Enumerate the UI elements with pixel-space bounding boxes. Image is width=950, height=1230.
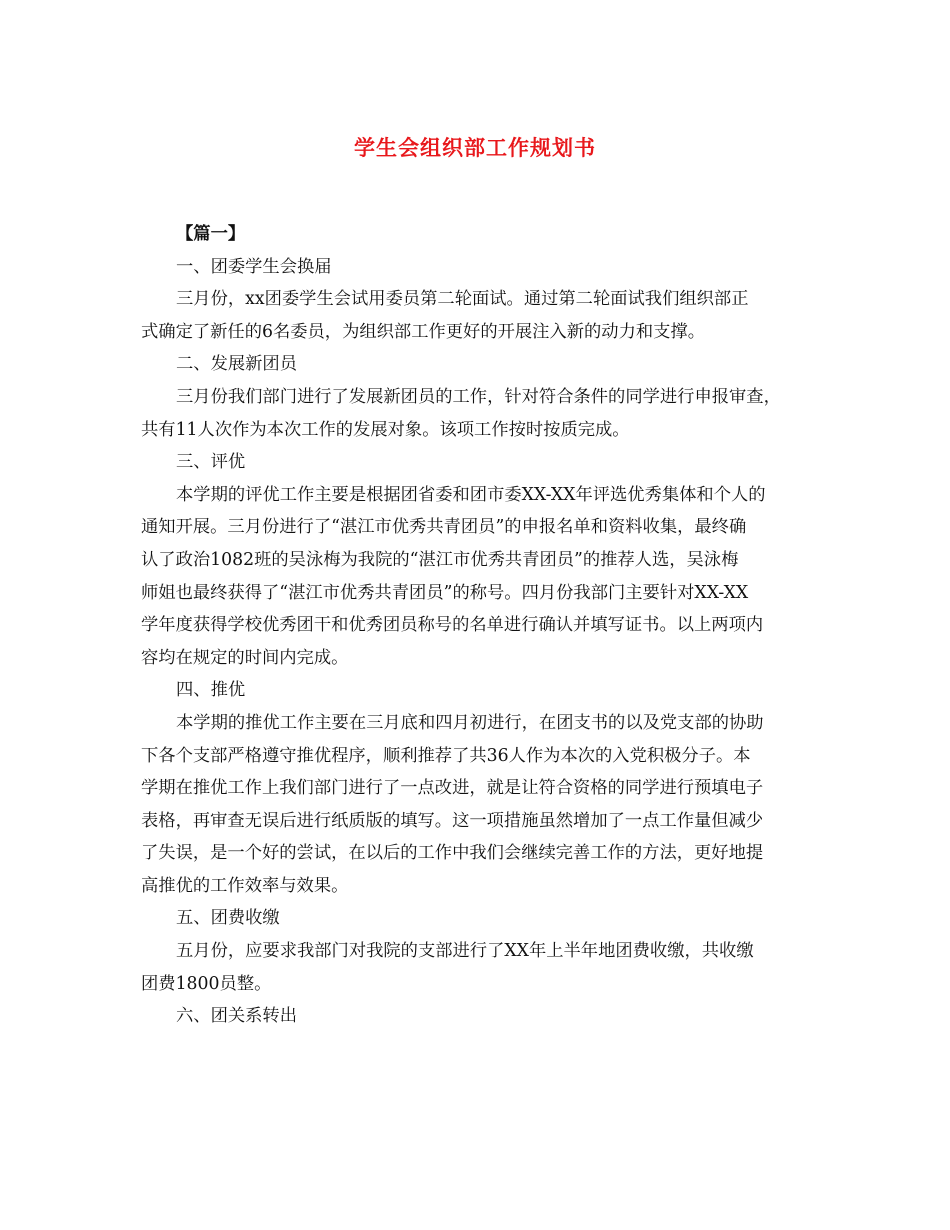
paragraph-line: 本学期的评优工作主要是根据团省委和团市委XX-XX年评选优秀集体和个人的 xyxy=(176,484,766,505)
paragraph-line: 三月份，xx团委学生会试用委员第二轮面试。通过第二轮面试我们组织部正 xyxy=(176,289,749,310)
paragraph-line: 通知开展。三月份进行了“湛江市优秀共青团员”的申报名单和资料收集，最终确 xyxy=(141,517,747,538)
paragraph-line: 高推优的工作效率与效果。 xyxy=(141,875,349,896)
paragraph-line: 了失误，是一个好的尝试，在以后的工作中我们会继续完善工作的方法，更好地提 xyxy=(141,843,764,864)
section-heading: 五、团费收缴 xyxy=(176,908,280,929)
paragraph-line: 学期在推优工作上我们部门进行了一点改进，就是让符合资格的同学进行预填电子 xyxy=(141,778,764,799)
paragraph-line: 三月份我们部门进行了发展新团员的工作，针对符合条件的同学进行申报审查， xyxy=(176,386,781,407)
paragraph-line: 团费1800员整。 xyxy=(141,973,272,994)
part-label: 【篇一】 xyxy=(176,224,246,244)
section-heading: 一、团委学生会换届 xyxy=(176,256,332,277)
section-heading: 二、发展新团员 xyxy=(176,354,297,375)
section-heading: 四、推优 xyxy=(176,680,246,701)
paragraph-line: 共有11人次作为本次工作的发展对象。该项工作按时按质完成。 xyxy=(141,419,630,440)
paragraph-line: 本学期的推优工作主要在三月底和四月初进行，在团支书的以及党支部的协助 xyxy=(176,712,764,733)
paragraph-line: 容均在规定的时间内完成。 xyxy=(141,647,349,668)
paragraph-line: 下各个支部严格遵守推优程序，顺利推荐了共36人作为本次的入党积极分子。本 xyxy=(141,745,751,766)
paragraph-line: 学年度获得学校优秀团干和优秀团员称号的名单进行确认并填写证书。以上两项内 xyxy=(141,615,764,636)
document-title: 学生会组织部工作规划书 xyxy=(354,135,596,160)
section-heading: 三、评优 xyxy=(176,452,246,473)
paragraph-line: 式确定了新任的6名委员，为组织部工作更好的开展注入新的动力和支撑。 xyxy=(141,321,705,342)
paragraph-line: 认了政治1082班的吴泳梅为我院的“湛江市优秀共青团员”的推荐人选，吴泳梅 xyxy=(141,549,739,570)
document-body xyxy=(141,218,821,1033)
paragraph-line: 师姐也最终获得了“湛江市优秀共青团员”的称号。四月份我部门主要针对XX-XX xyxy=(141,582,749,603)
section-heading: 六、团关系转出 xyxy=(176,1006,297,1027)
paragraph-line: 五月份，应要求我部门对我院的支部进行了XX年上半年地团费收缴，共收缴 xyxy=(176,941,754,962)
paragraph-line: 表格，再审查无误后进行纸质版的填写。这一项措施虽然增加了一点工作量但减少 xyxy=(141,810,764,831)
